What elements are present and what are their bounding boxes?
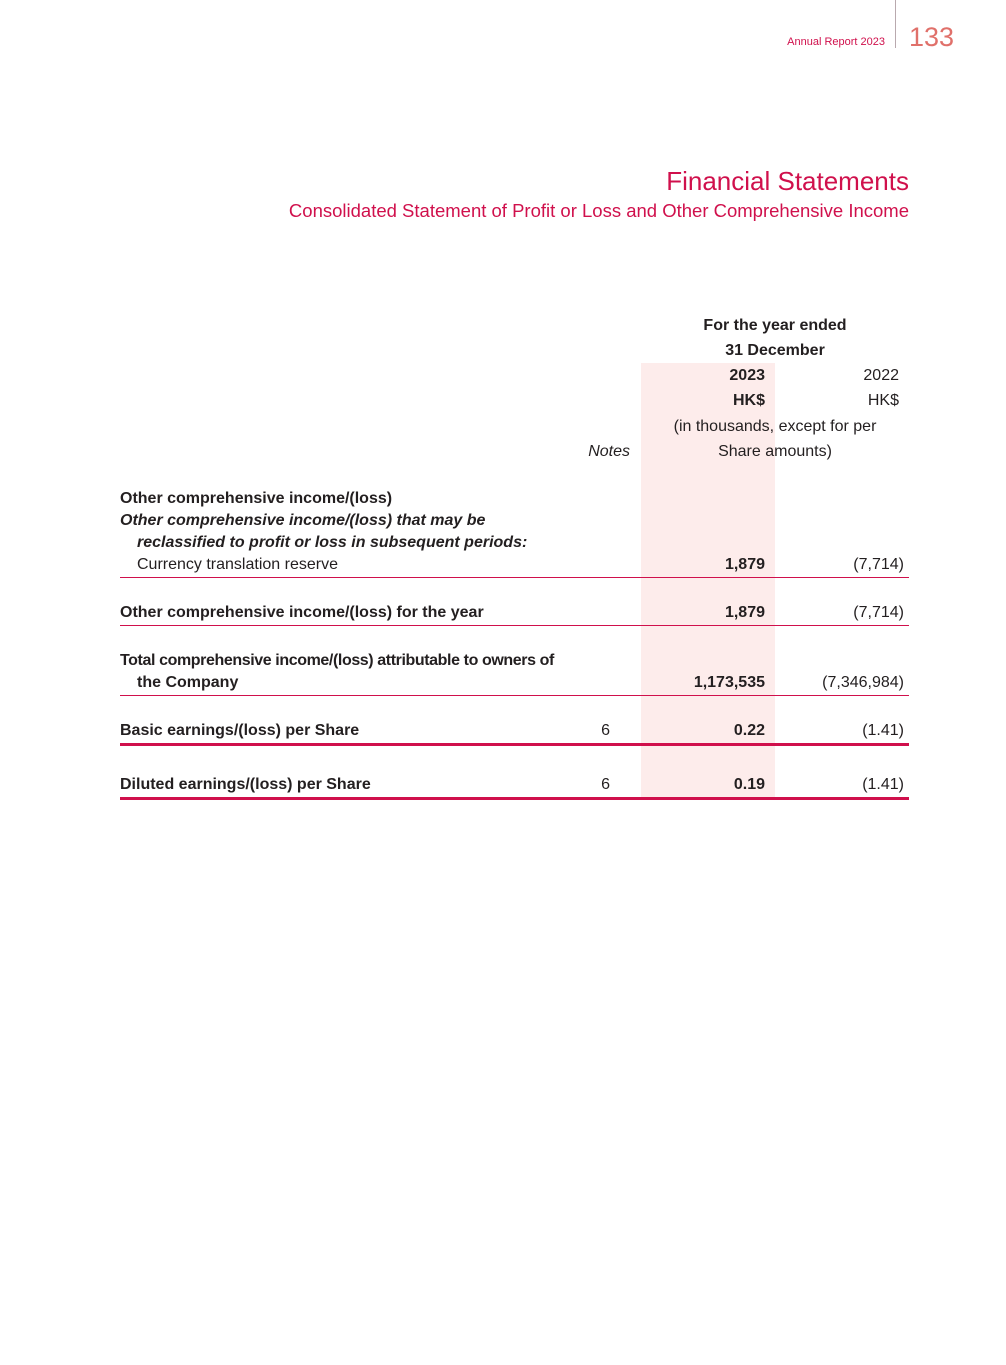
row-divider xyxy=(120,695,909,696)
row-divider-double xyxy=(120,797,909,800)
row-current-value: 0.22 xyxy=(733,722,765,739)
row-label: Diluted earnings/(loss) per Share xyxy=(120,776,371,793)
row-prior-value: (1.41) xyxy=(862,776,904,793)
row-current-value: 0.19 xyxy=(733,776,765,793)
row-divider xyxy=(120,577,909,578)
period-header-line1: For the year ended xyxy=(703,317,847,334)
row-label: Currency translation reserve xyxy=(137,556,338,573)
row-prior-value: (1.41) xyxy=(862,722,904,739)
row-prior-value: (7,346,984) xyxy=(822,674,904,691)
row-prior-value: (7,714) xyxy=(853,604,904,621)
notes-header: Notes xyxy=(588,443,630,460)
year-prior-header: 2022 xyxy=(863,367,899,384)
row-divider-double xyxy=(120,743,909,746)
currency-prior-header: HK$ xyxy=(867,392,899,409)
header-divider xyxy=(895,0,896,48)
row-divider xyxy=(120,625,909,626)
units-line2: Share amounts) xyxy=(718,443,832,460)
units-line1: (in thousands, except for per xyxy=(673,418,877,435)
page-header xyxy=(0,0,1006,60)
row-current-value: 1,879 xyxy=(724,604,765,621)
page-title: Financial Statements xyxy=(666,166,909,196)
period-header-line2: 31 December xyxy=(725,342,825,359)
row-note: 6 xyxy=(601,722,610,739)
row-current-value: 1,879 xyxy=(724,556,765,573)
row-label: Other comprehensive income/(loss) for the year xyxy=(120,604,484,621)
report-label: Annual Report 2023 xyxy=(787,36,885,48)
oci-subheading-line1: Other comprehensive income/(loss) that may be xyxy=(120,512,486,529)
page-number: 133 xyxy=(909,22,955,52)
row-label: Basic earnings/(loss) per Share xyxy=(120,722,360,739)
oci-subheading-line2: reclassified to profit or loss in subsequent periods: xyxy=(137,534,528,551)
page-subtitle: Consolidated Statement of Profit or Loss and Other Comprehensive Income xyxy=(288,200,909,221)
row-prior-value: (7,714) xyxy=(853,556,904,573)
row-note: 6 xyxy=(601,776,610,793)
year-current-header: 2023 xyxy=(729,367,765,384)
row-label-line2: the Company xyxy=(137,674,239,691)
row-current-value: 1,173,535 xyxy=(693,674,765,691)
currency-current-header: HK$ xyxy=(732,392,765,409)
oci-heading: Other comprehensive income/(loss) xyxy=(120,490,393,507)
row-label-line1: Total comprehensive income/(loss) attributable to owners of xyxy=(120,652,554,669)
